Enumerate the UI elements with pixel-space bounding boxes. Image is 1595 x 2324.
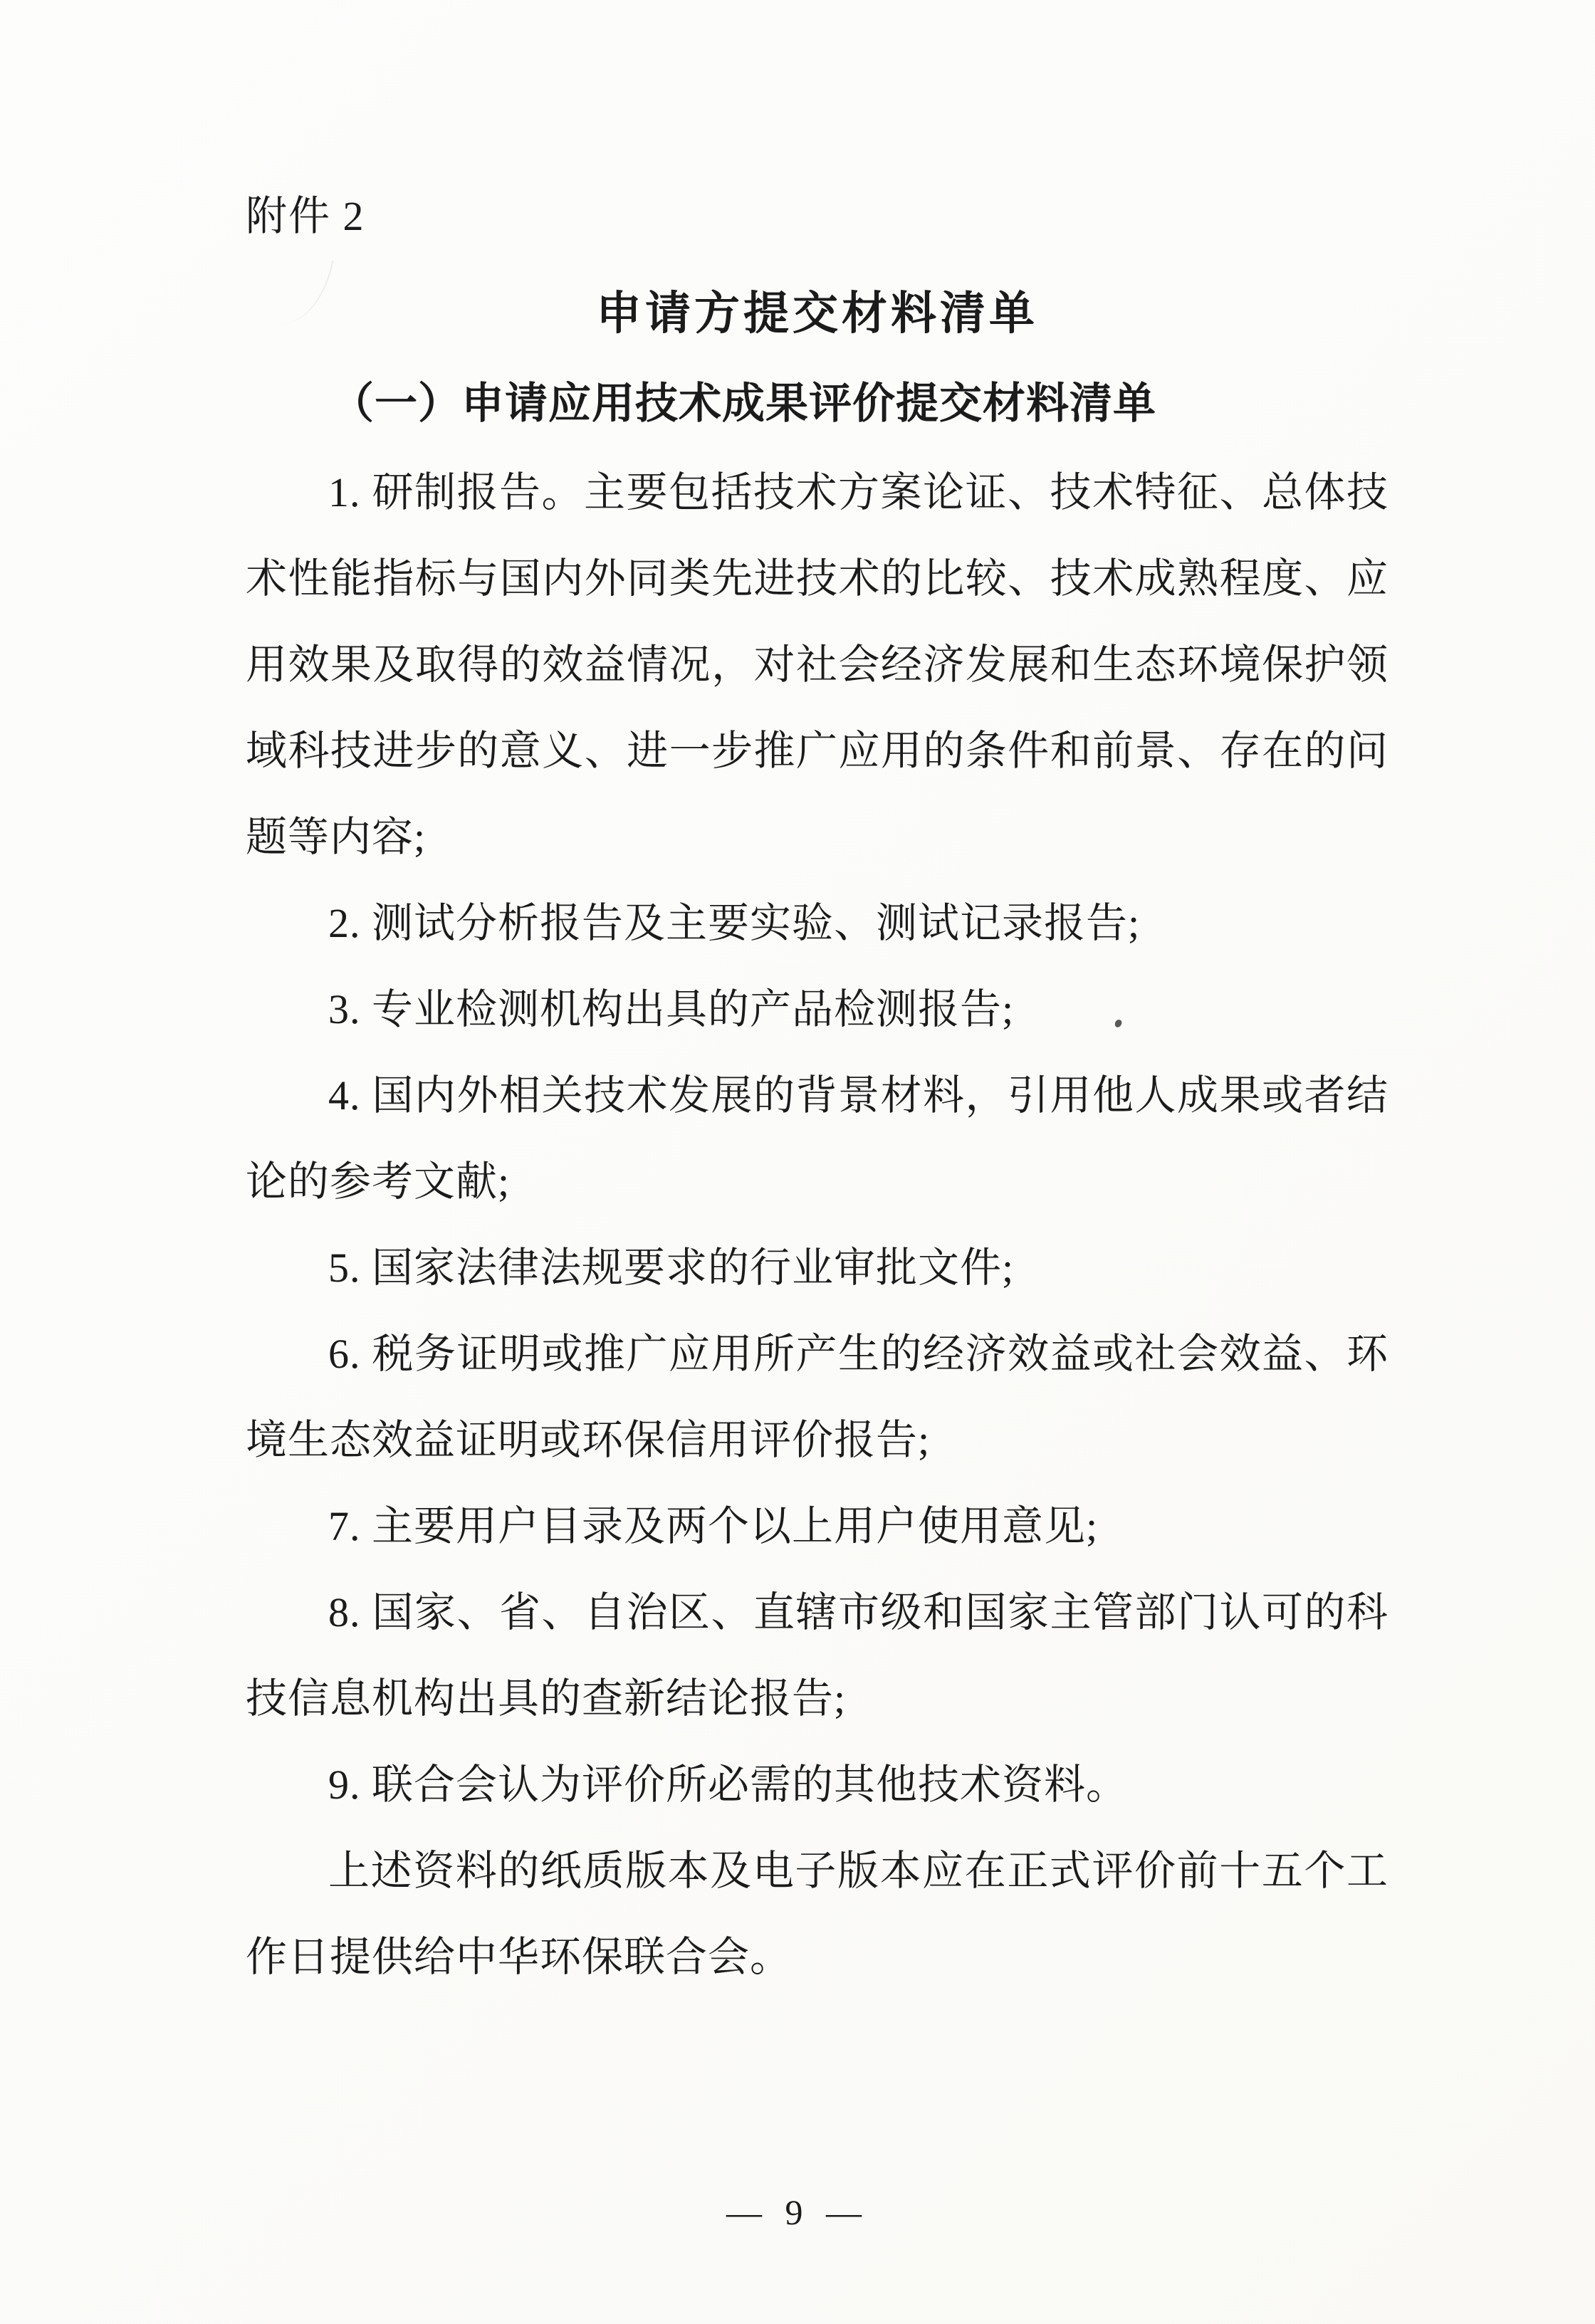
page-number: — 9 — (726, 2192, 869, 2232)
list-item-2: 2. 测试分析报告及主要实验、测试记录报告; (328, 900, 1141, 947)
list-item-6: 6. 税务证明或推广应用所产生的经济效益或社会效益、环境生态效益证明或环保信用评价报告; (246, 1331, 1389, 1464)
page-title: 申请方提交材料清单 (596, 288, 1038, 339)
list-item-9: 9. 联合会认为评价所必需的其他技术资料。 (328, 1762, 1129, 1809)
list-item-7: 7. 主要用户目录及两个以上用户使用意见; (328, 1503, 1099, 1550)
document-content (246, 191, 1389, 2000)
materials-list (246, 449, 1389, 2000)
attachment-label: 附件 2 (246, 193, 365, 239)
list-item-8: 8. 国家、省、自治区、直辖市级和国家主管部门认可的科技信息机构出具的查新结论报告; (246, 1589, 1389, 1722)
list-item-1: 1. 研制报告。主要包括技术方案论证、技术特征、总体技术性能指标与国内外同类先进技术的比较、技术成熟程度、应用效果及取得的效益情况，对社会经济发展和生态环境保护领域科技进步的意义、进一步推广应用的条件和前景、存在的问题等内容; (246, 469, 1389, 861)
list-item-4: 4. 国内外相关技术发展的背景材料，引用他人成果或者结论的参考文献; (246, 1072, 1389, 1205)
closing-paragraph: 上述资料的纸质版本及电子版本应在正式评价前十五个工作日提供给中华环保联合会。 (246, 1848, 1389, 1981)
list-item-3: 3. 专业检测机构出具的产品检测报告; (328, 986, 1015, 1033)
section-heading: （一）申请应用技术成果评价提交材料清单 (331, 380, 1156, 428)
list-item-5: 5. 国家法律法规要求的行业审批文件; (328, 1245, 1015, 1292)
